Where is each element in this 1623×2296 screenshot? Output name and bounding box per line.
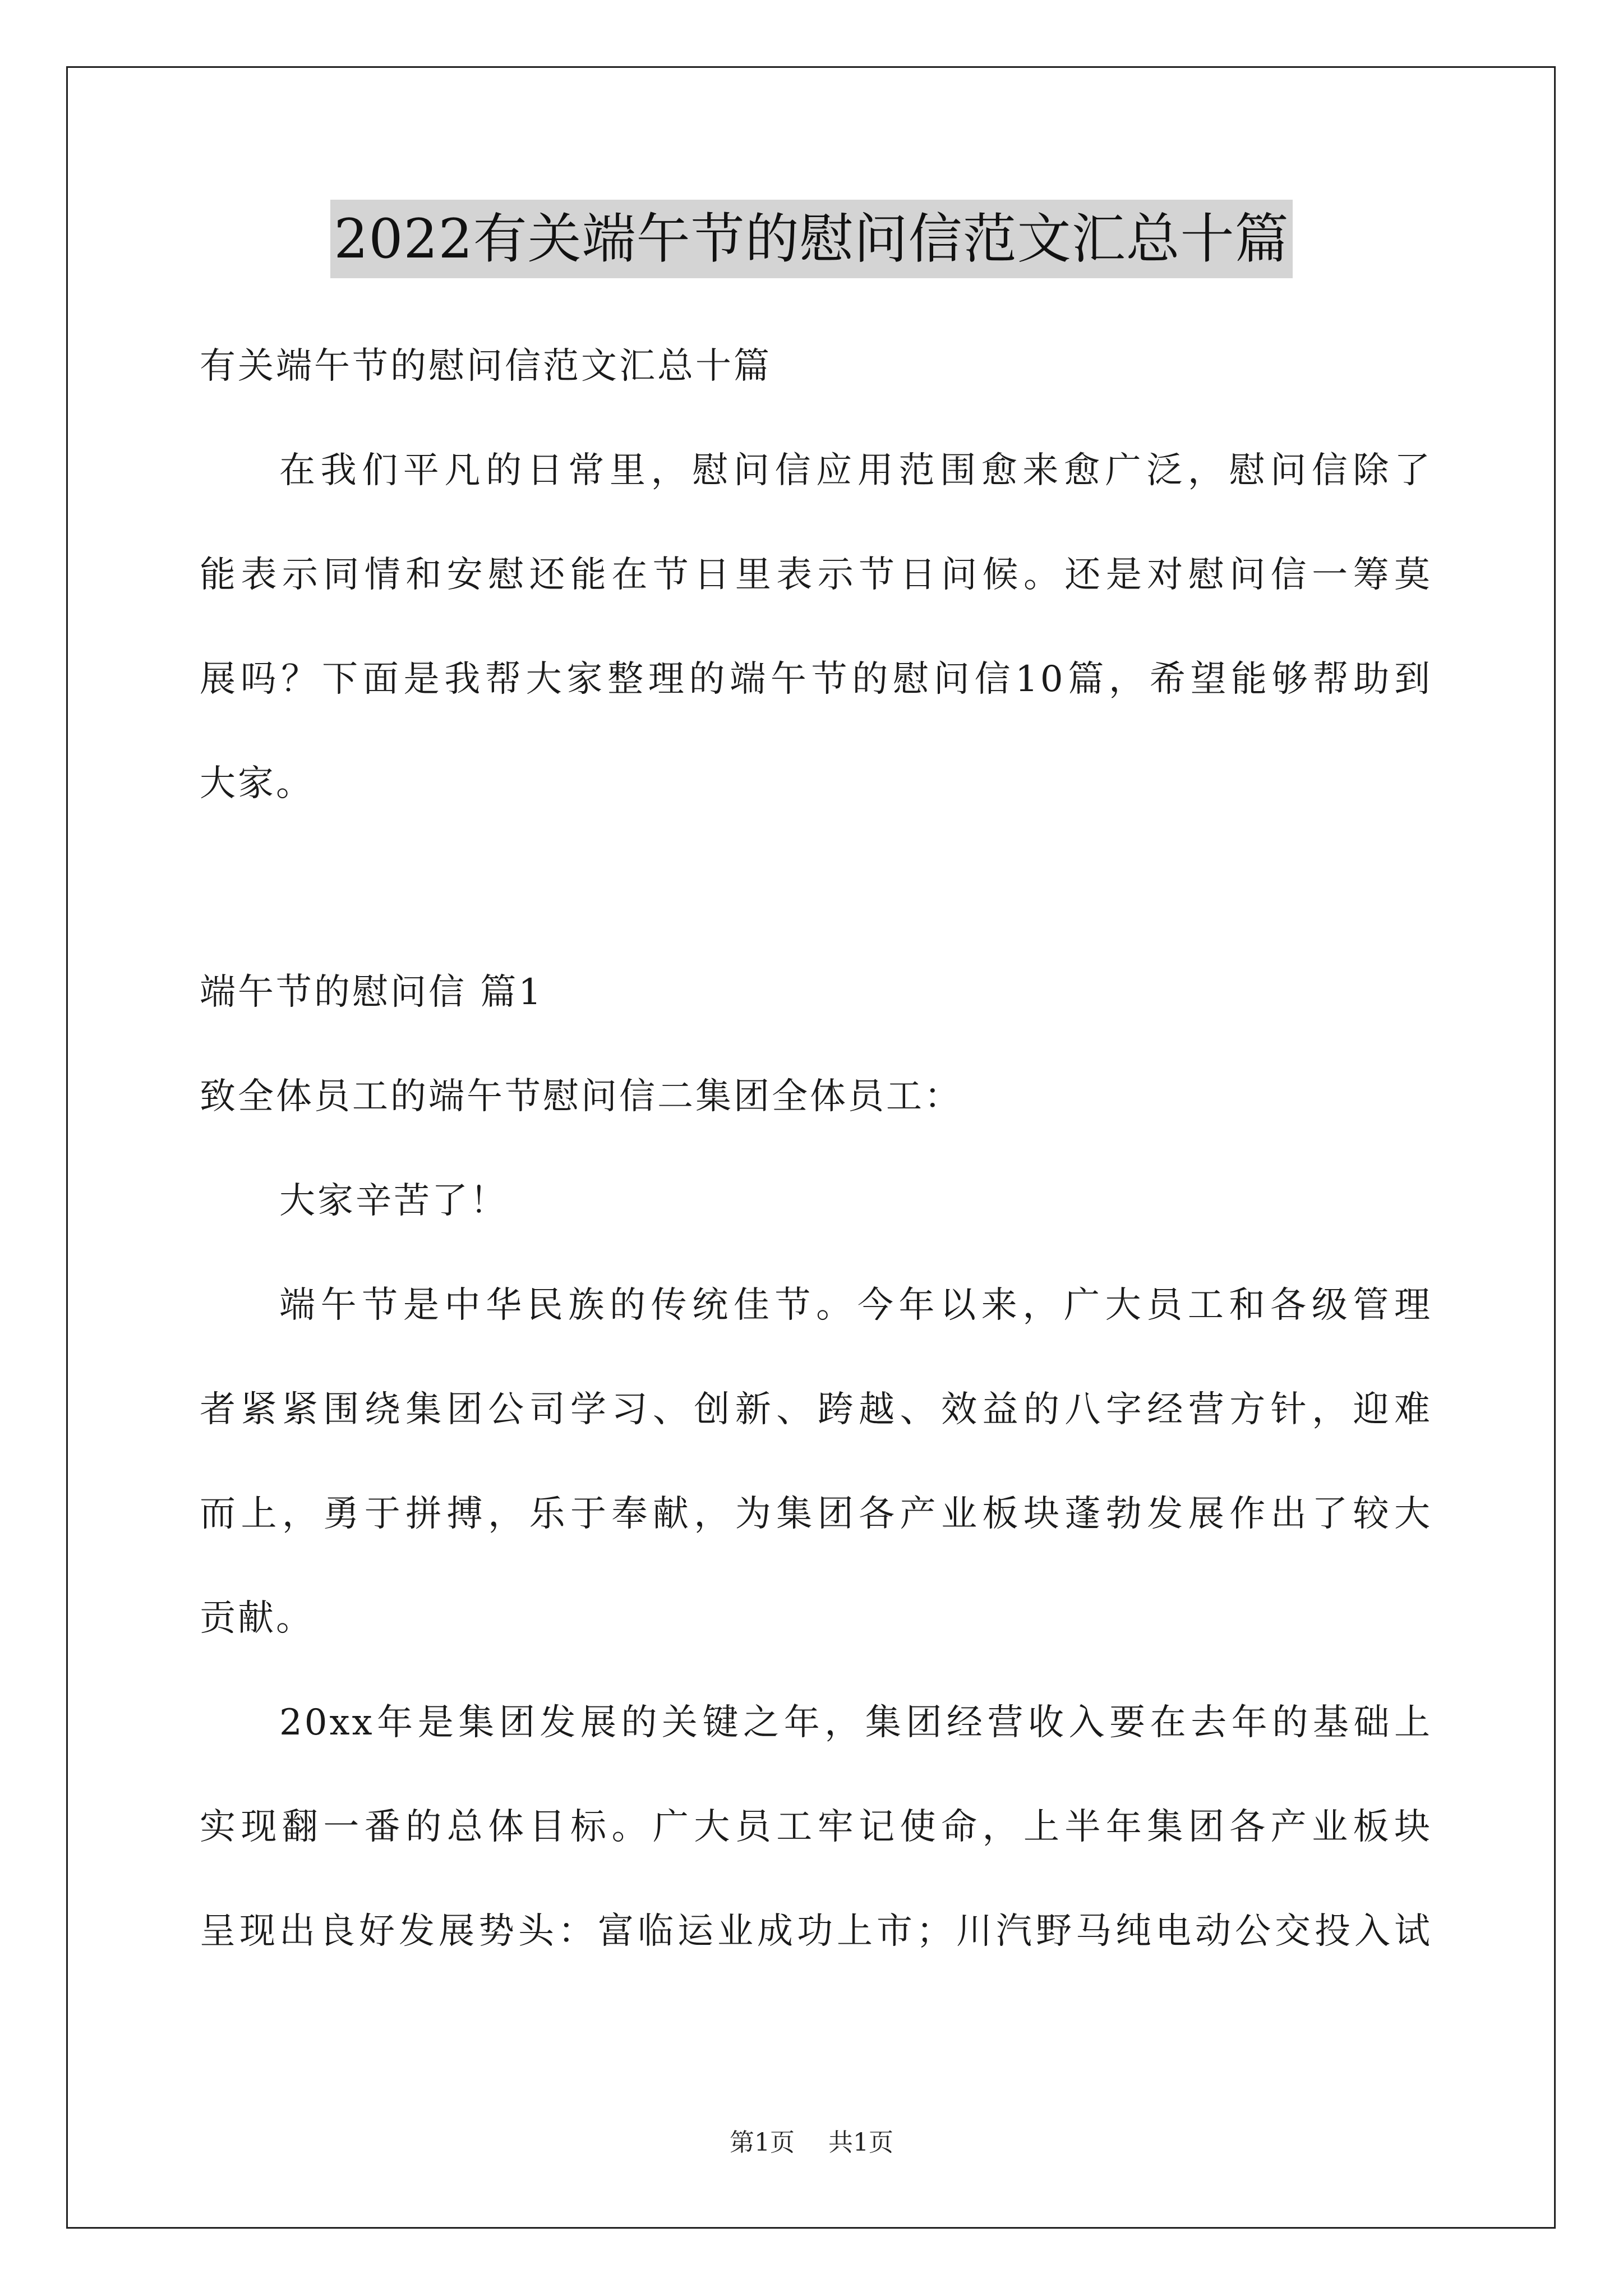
salutation-line: 致全体员工的端午节慰问信二集团全体员工：	[200, 1076, 962, 1117]
paragraph-line: 大家辛苦了！	[279, 1180, 508, 1222]
page-footer	[0, 2126, 1623, 2160]
page-number: 第1页	[730, 2128, 795, 2157]
paragraph-line: 在我们平凡的日常里，慰问信应用范围愈来愈广泛，慰问信除了	[279, 450, 1432, 491]
page-total: 共1页	[828, 2128, 893, 2157]
paragraph-line: 贡献。	[200, 1598, 314, 1639]
paragraph-line: 展吗？下面是我帮大家整理的端午节的慰问信10篇，希望能够帮助到	[200, 659, 1432, 700]
paragraph-line: 端午节是中华民族的传统佳节。今年以来，广大员工和各级管理	[279, 1285, 1432, 1326]
paragraph-line: 者紧紧围绕集团公司学习、创新、跨越、效益的八字经营方针，迎难	[200, 1389, 1432, 1430]
subtitle-line: 有关端午节的慰问信范文汇总十篇	[200, 346, 772, 387]
paragraph-line: 而上，勇于拼搏，乐于奉献，为集团各产业板块蓬勃发展作出了较大	[200, 1493, 1432, 1535]
paragraph-line: 呈现出良好发展势头：富临运业成功上市；川汽野马纯电动公交投入试	[200, 1911, 1432, 1952]
paragraph-line: 大家。	[200, 763, 314, 804]
document-title: 2022有关端午节的慰问信范文汇总十篇	[330, 200, 1292, 278]
paragraph-line: 实现翻一番的总体目标。广大员工牢记使命，上半年集团各产业板块	[200, 1806, 1432, 1848]
paragraph-line: 20xx年是集团发展的关键之年，集团经营收入要在去年的基础上	[279, 1702, 1432, 1743]
section-heading: 端午节的慰问信 篇1	[200, 972, 544, 1013]
paragraph-line: 能表示同情和安慰还能在节日里表示节日问候。还是对慰问信一筹莫	[200, 554, 1432, 596]
document-body	[200, 314, 1432, 1984]
spacer	[200, 836, 1432, 940]
title-container	[0, 200, 1623, 278]
